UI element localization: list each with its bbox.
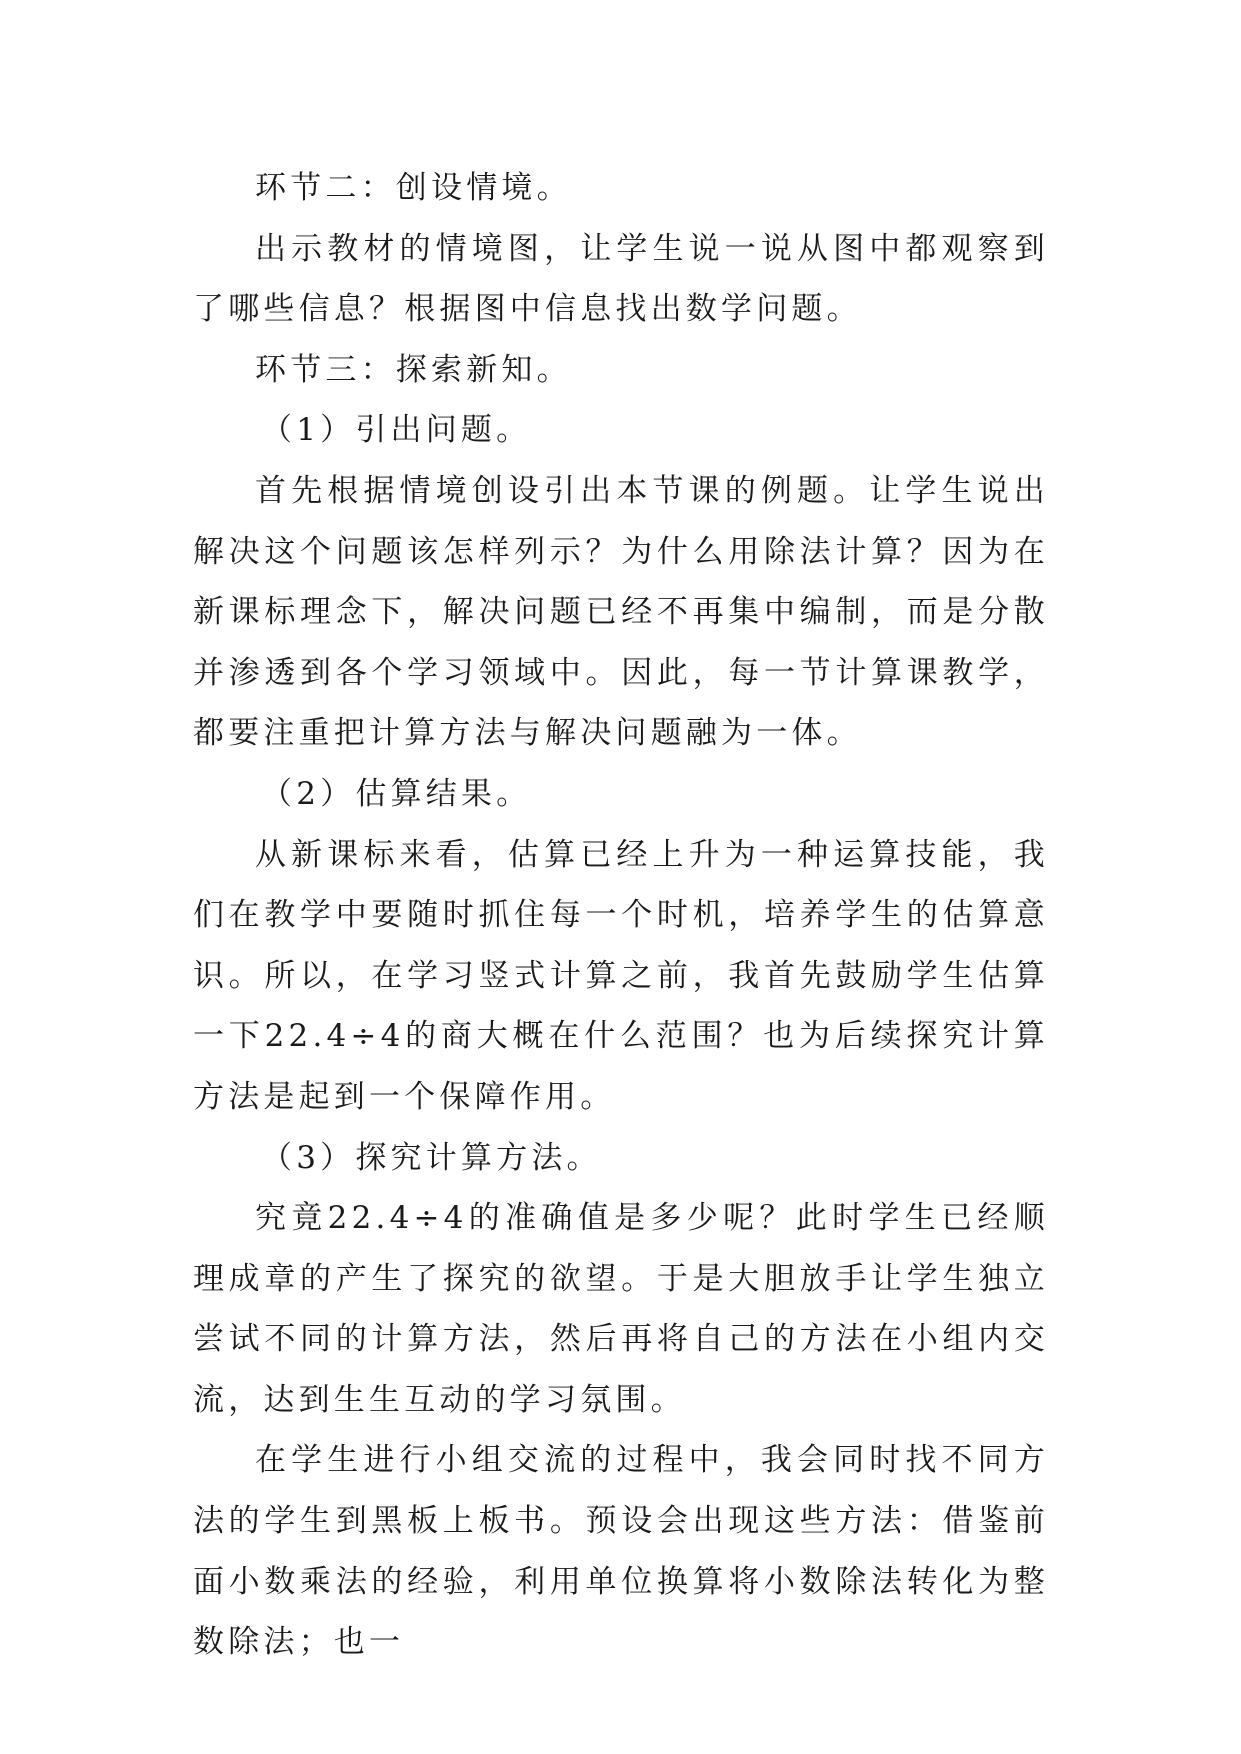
paragraph-explore-method: 究竟22.4÷4的准确值是多少呢？此时学生已经顺理成章的产生了探究的欲望。于是大胆放手让学生独立尝试不同的计算方法，然后再将自己的方法在小组内交流，达到生生互动的学习氛围。 bbox=[193, 1200, 1049, 1418]
document-body bbox=[193, 158, 1049, 1673]
paragraph-section-2-heading: 环节二：创设情境。 bbox=[255, 170, 572, 206]
paragraph-section-3-heading: 环节三：探索新知。 bbox=[255, 351, 572, 388]
paragraph-group-exchange: 在学生进行小组交流的过程中，我会同时找不同方法的学生到黑板上板书。预设会出现这些方法：借鉴前面小数乘法的经验，利用单位换算将小数除法转化为整数除法；也一 bbox=[193, 1442, 1049, 1661]
paragraph-estimation: 从新课标来看，估算已经上升为一种运算技能，我们在教学中要随时抓住每一个时机，培养学生的估算意识。所以，在学习竖式计算之前，我首先鼓励学生估算一下22.4÷4的商大概在什么范围？也为后续探究计算方法是起到一个保障作用。 bbox=[193, 836, 1049, 1115]
paragraph-introduce-problem: 首先根据情境创设引出本节课的例题。让学生说出解决这个问题该怎样列示？为什么用除法计算？因为在新课标理念下，解决问题已经不再集中编制，而是分散并渗透到各个学习领域中。因此，每一节计算课教学，都要注重把计算方法与解决问题融为一体。 bbox=[193, 472, 1049, 752]
subheading-1: （1）引出问题。 bbox=[261, 412, 532, 449]
subheading-2: （2）估算结果。 bbox=[261, 775, 532, 812]
paragraph-situation-description: 出示教材的情境图，让学生说一说从图中都观察到了哪些信息？根据图中信息找出数学问题。 bbox=[193, 230, 1049, 328]
subheading-3: （3）探究计算方法。 bbox=[261, 1139, 602, 1176]
